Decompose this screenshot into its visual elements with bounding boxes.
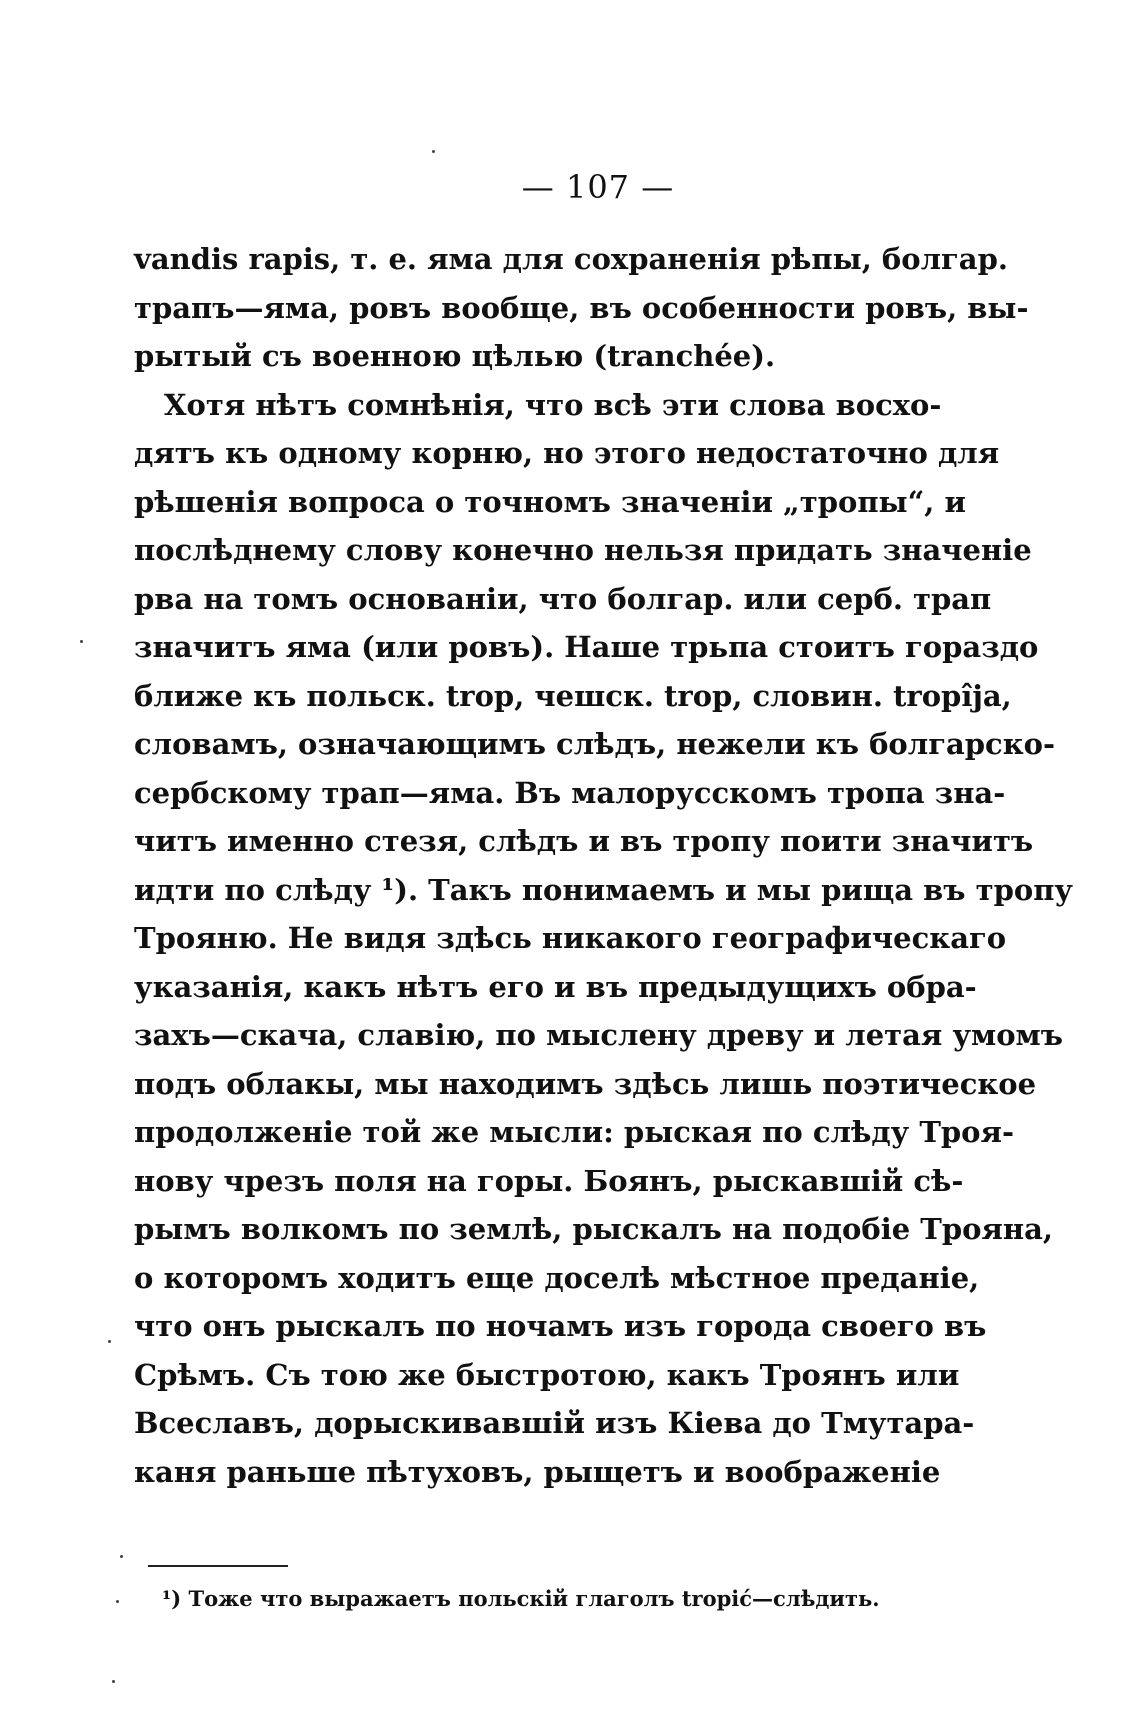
text-line: дятъ къ одному корню, но этого недостаточно для	[134, 436, 1000, 470]
footnote: ¹) Тоже что выражаетъ польскій глаголъ tropić—слѣдить.	[162, 1586, 880, 1611]
text-line: Всеславъ, дорыскивавшій изъ Кіева до Тмутара-	[134, 1406, 975, 1440]
text-line: ближе къ польск. trop, чешск. trop, словин. tropîja,	[134, 678, 1012, 713]
text-line: значитъ яма (или ровъ). Наше трьпа стоитъ гораздо	[134, 630, 1039, 664]
text-line: Хотя нѣтъ сомнѣнія, что всѣ эти слова восхо-	[164, 387, 942, 422]
text-line: читъ именно стезя, слѣдъ и въ тропу поити значитъ	[134, 824, 1034, 858]
scan-speck	[112, 1680, 115, 1683]
text-line: рытый съ военною цѣлью (tranchée).	[134, 339, 776, 373]
text-line: подъ облакы, мы находимъ здѣсь лишь поэтическое	[134, 1066, 1037, 1101]
footnote-divider	[148, 1565, 288, 1567]
body-text	[134, 235, 1073, 1496]
text-line: vandis rapis, т. е. яма для сохраненія рѣпы, болгар.	[134, 242, 1008, 276]
scan-speck	[116, 1600, 119, 1603]
text-line: Срѣмъ. Съ тою же быстротою, какъ Троянъ или	[134, 1357, 960, 1392]
text-line: идти по слѣду ¹). Такъ понимаемъ и мы рища въ тропу	[134, 872, 1073, 907]
text-line: рва на томъ основаніи, что болгар. или серб. трап	[134, 581, 992, 616]
text-line: указанія, какъ нѣтъ его и въ предыдущихъ обра-	[134, 969, 977, 1004]
scan-speck	[120, 1555, 123, 1558]
text-line: каня раньше пѣтуховъ, рыщетъ и воображеніе	[134, 1454, 941, 1489]
text-line: трапъ—яма, ровъ вообще, въ особенности ровъ, вы-	[134, 290, 1029, 325]
page-number: — 107 —	[521, 168, 675, 206]
scan-speck	[80, 640, 83, 643]
text-line: захъ—скача, славію, по мыслену древу и летая умомъ	[134, 1018, 1063, 1052]
text-line: сербскому трап—яма. Въ малорусскомъ тропа зна-	[134, 775, 1006, 810]
text-line: нову чрезъ поля на горы. Боянъ, рыскавшій сѣ-	[134, 1163, 964, 1198]
text-line: послѣднему слову конечно нельзя придать значеніе	[134, 533, 1032, 567]
text-line: рымъ волкомъ по землѣ, рыскалъ на подобіе Трояна,	[134, 1212, 1054, 1246]
text-line: что онъ рыскалъ по ночамъ изъ города своего въ	[134, 1309, 987, 1343]
text-line: Трояню. Не видя здѣсь никакого географическаго	[134, 921, 1007, 955]
text-line: рѣшенія вопроса о точномъ значеніи „тропы“, и	[134, 484, 967, 519]
text-line: о которомъ ходитъ еще доселѣ мѣстное преданіе,	[134, 1260, 980, 1295]
text-line: продолженіе той же мысли: рыская по слѣду Троя-	[134, 1115, 1014, 1149]
scan-speck	[432, 150, 435, 153]
scan-speck	[108, 1340, 111, 1343]
text-line: словамъ, означающимъ слѣдъ, нежели къ болгарско-	[134, 727, 1056, 761]
